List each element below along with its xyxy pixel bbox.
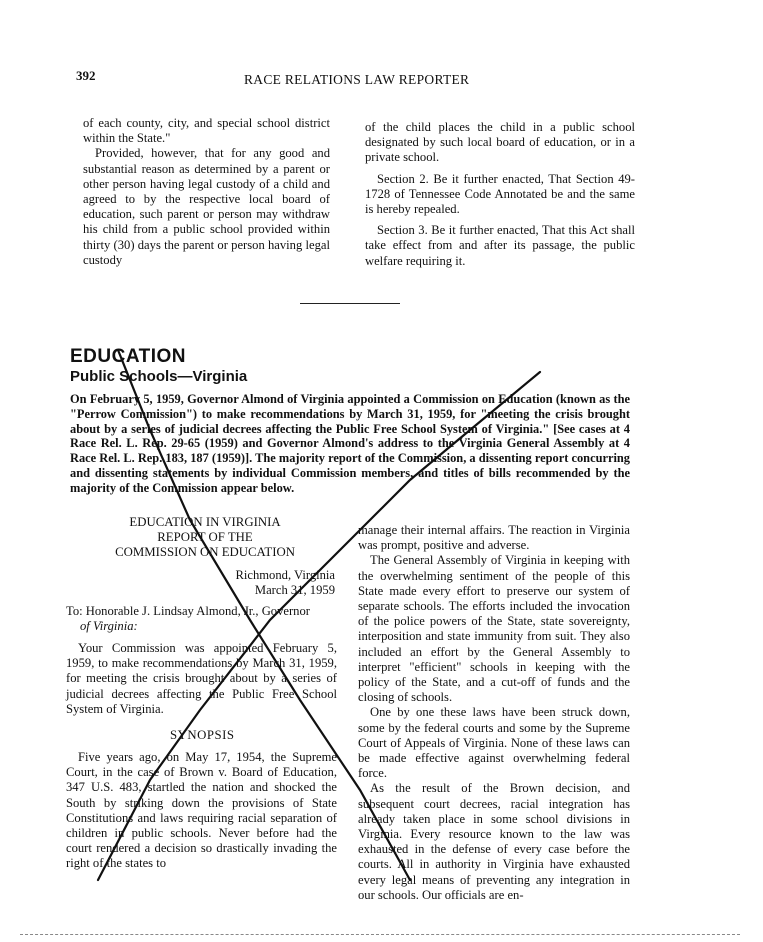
paragraph: of the child places the child in a public school designated by such local board of education, or in a private school.: [365, 120, 635, 165]
paragraph: Five years ago, on May 17, 1954, the Supreme Court, in the case of Brown v. Board of Education, 347 U.S. 483, startled the nation and shocked the South by striking down the provisions of State Constitutions and laws requiring racial separation of children in public schools. Never before had the court rendered a decision so drastically invading the right of the states to: [66, 750, 337, 871]
report-title-line: REPORT OF THE: [157, 530, 253, 544]
page-number: 392: [76, 68, 96, 83]
report-title-line: COMMISSION ON EDUCATION: [115, 545, 295, 559]
headnote: On February 5, 1959, Governor Almond of Virginia appointed a Commission on Education (known as the "Perrow Commission") to make recommendations by March 31, 1959, for "meeting the crisis brought about by a series of judicial decrees affecting the Public Free School System of Virginia." [See cases at 4 Race Rel. L. Rep. 29-65 (1959) and Governor Almond's address to the Virginia General Assembly at 4 Race Rel. L. Rep. 183, 187 (1959)]. The majority report of the Commission, a dissenting report concurring and dissenting statements by individual Commission members, and titles of bills recommended by the majority of the Commission appear below.: [70, 392, 630, 495]
paragraph: manage their internal affairs. The reaction in Virginia was prompt, positive and adverse.: [358, 523, 630, 553]
paragraph: One by one these laws have been struck down, some by the federal courts and some by the Supreme Court of Appeals of Virginia. None of these laws can be made effective against overwhelming federal force.: [358, 705, 630, 781]
page-bottom-edge: [20, 934, 740, 935]
paragraph: The General Assembly of Virginia in keeping with the overwhelming sentiment of the people of this State made every effort to preserve our system of separate schools. The efforts included the invocation of the police powers of the State, state sovereignty, interposition and state immunity from suit. They also included an effort by the General Assembly to interpret "efficient" schools in keeping with the policy of the State, and a cut-off of funds and the closing of schools.: [358, 553, 630, 705]
report-date: March 31, 1959: [254, 583, 335, 597]
salutation-line: of Virginia:: [80, 619, 138, 633]
report-title-line: EDUCATION IN VIRGINIA: [129, 515, 281, 529]
synopsis-heading: SYNOPSIS: [170, 728, 235, 742]
report-place: Richmond, Virginia: [235, 568, 335, 582]
paragraph: Provided, however, that for any good and substantial reason as determined by a parent or other person having legal custody of a child and agreed to by the respective local board of education, such parent or person may withdraw his child from a public school provided within thirty (30) days the parent or person having legal custody: [83, 146, 330, 267]
paragraph: As the result of the Brown decision, and subsequent court decrees, racial integration has already taken place in some school divisions in Virginia. Every resource known to the law was exhausted in the defense of every case before the courts. All in authority in Virginia have exhausted every legal means of preventing any integration in our schools. Our officials are en-: [358, 781, 630, 902]
paragraph: Section 3. Be it further enacted, That this Act shall take effect from and after its passage, the public welfare requiring it.: [365, 223, 635, 268]
paragraph: Section 2. Be it further enacted, That Section 49-1728 of Tennessee Code Annotated be and the same is hereby repealed.: [365, 171, 635, 217]
running-title: RACE RELATIONS LAW REPORTER: [244, 72, 470, 87]
salutation-line: To: Honorable J. Lindsay Almond, Jr., Governor: [66, 604, 310, 618]
paragraph: Your Commission was appointed February 5, 1959, to make recommendations by March 31, 1959, for meeting the crisis brought about by a series of judicial decrees affecting the Public Free School System of Virginia.: [66, 641, 337, 716]
paragraph: of each county, city, and special school district within the State.": [83, 116, 330, 146]
section-subheading: Public Schools—Virginia: [70, 368, 248, 385]
section-heading: EDUCATION: [70, 346, 187, 367]
